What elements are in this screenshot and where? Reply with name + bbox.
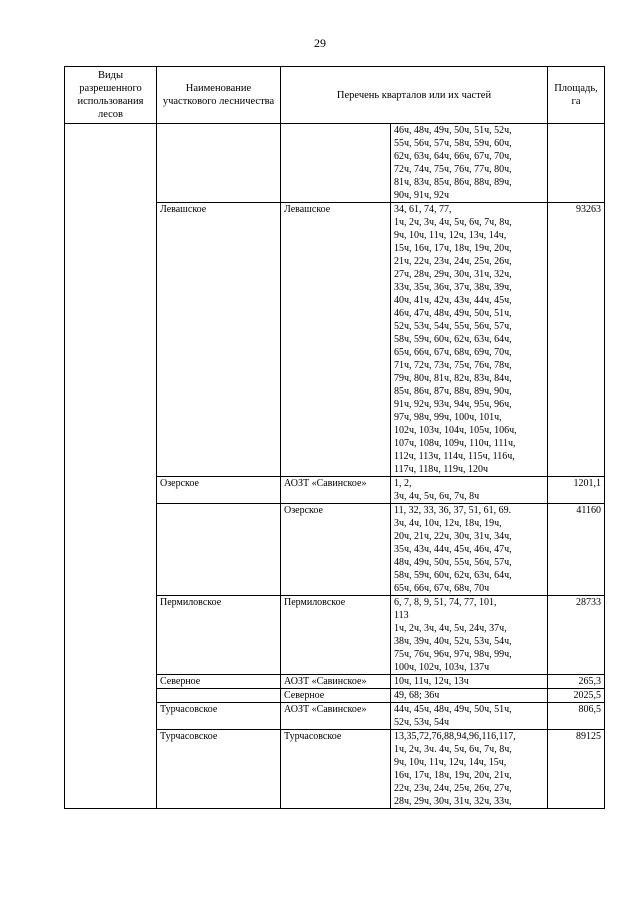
quarters-line: 112ч, 113ч, 114ч, 115ч, 116ч, xyxy=(394,451,515,462)
quarters-line: 91ч, 92ч, 93ч, 94ч, 95ч, 96ч, xyxy=(394,399,512,410)
district-cell: Левашское xyxy=(281,203,391,477)
quarters-line: 113 xyxy=(394,610,409,621)
quarters-line: 97ч, 98ч, 99ч, 100ч, 101ч, xyxy=(394,412,502,423)
quarters-line: 22ч, 23ч, 24ч, 25ч, 26ч, 27ч, xyxy=(394,783,512,794)
quarters-line: 33ч, 35ч, 36ч, 37ч, 38ч, 39ч, xyxy=(394,282,512,293)
quarters-line: 34, 61, 74, 77, xyxy=(394,204,452,215)
quarters-cell xyxy=(391,504,548,596)
quarters-line: 3ч, 4ч, 5ч, 6ч, 7ч, 8ч xyxy=(394,491,480,502)
quarters-line: 81ч, 83ч, 85ч, 86ч, 88ч, 89ч, xyxy=(394,177,512,188)
quarters-cell xyxy=(391,703,548,730)
quarters-line: 27ч, 28ч, 29ч, 30ч, 31ч, 32ч, xyxy=(394,269,512,280)
area-cell: 41160 xyxy=(548,504,605,596)
quarters-line: 15ч, 16ч, 17ч, 18ч, 19ч, 20ч, xyxy=(394,243,512,254)
quarters-line: 11, 32, 33, 36, 37, 51, 61, 69. xyxy=(394,505,512,516)
area-cell: 28733 xyxy=(548,596,605,675)
quarters-line: 52ч, 53ч, 54ч xyxy=(394,717,450,728)
forestry-cell: Турчасовское xyxy=(157,730,281,809)
use-type-cell xyxy=(65,124,157,809)
header-forestry-name: Наименование участкового лесничества xyxy=(157,67,281,124)
quarters-line: 35ч, 43ч, 44ч, 45ч, 46ч, 47ч, xyxy=(394,544,512,555)
quarters-cell xyxy=(391,689,548,703)
quarters-line: 44ч, 45ч, 48ч, 49ч, 50ч, 51ч, xyxy=(394,704,512,715)
quarters-line: 79ч, 80ч, 81ч, 82ч, 83ч, 84ч, xyxy=(394,373,512,384)
quarters-line: 75ч, 76ч, 96ч, 97ч, 98ч, 99ч, xyxy=(394,649,512,660)
table-body xyxy=(65,124,605,809)
quarters-line: 100ч, 102ч, 103ч, 137ч xyxy=(394,662,490,673)
quarters-cell xyxy=(391,596,548,675)
header-use-type: Виды разрешенного использования лесов xyxy=(65,67,157,124)
forestry-cell: Озерское xyxy=(157,477,281,504)
quarters-line: 72ч, 74ч, 75ч, 76ч, 77ч, 80ч, xyxy=(394,164,512,175)
quarters-line: 10ч, 11ч, 12ч, 13ч xyxy=(394,676,469,687)
quarters-line: 1ч, 2ч, 3ч, 4ч, 5ч, 6ч, 7ч, 8ч, xyxy=(394,217,512,228)
header-quarters-list: Перечень кварталов или их частей xyxy=(281,67,548,124)
district-cell xyxy=(281,124,391,203)
quarters-line: 6, 7, 8, 9, 51, 74, 77, 101, xyxy=(394,597,497,608)
quarters-line: 40ч, 41ч, 42ч, 43ч, 44ч, 45ч, xyxy=(394,295,512,306)
area-cell: 93263 xyxy=(548,203,605,477)
district-cell: АОЗТ «Савинское» xyxy=(281,477,391,504)
forestry-cell xyxy=(157,689,281,703)
area-cell: 2025,5 xyxy=(548,689,605,703)
quarters-cell xyxy=(391,730,548,809)
quarters-line: 49, 68; 36ч xyxy=(394,690,440,701)
quarters-line: 20ч, 21ч, 22ч, 30ч, 31ч, 34ч, xyxy=(394,531,512,542)
quarters-line: 107ч, 108ч, 109ч, 110ч, 111ч, xyxy=(394,438,516,449)
quarters-line: 46ч, 48ч, 49ч, 50ч, 51ч, 52ч, xyxy=(394,125,512,136)
quarters-line: 55ч, 56ч, 57ч, 58ч, 59ч, 60ч, xyxy=(394,138,512,149)
district-cell: Турчасовское xyxy=(281,730,391,809)
district-cell: Северное xyxy=(281,689,391,703)
quarters-line: 1ч, 2ч, 3ч. 4ч, 5ч, 6ч, 7ч, 8ч, xyxy=(394,744,512,755)
quarters-cell xyxy=(391,203,548,477)
quarters-line: 52ч, 53ч, 54ч, 55ч, 56ч, 57ч, xyxy=(394,321,512,332)
quarters-line: 13,35,72,76,88,94,96,116,117, xyxy=(394,731,516,742)
district-cell: АОЗТ «Савинское» xyxy=(281,703,391,730)
quarters-line: 62ч, 63ч, 64ч, 66ч, 67ч, 70ч, xyxy=(394,151,512,162)
quarters-line: 9ч, 10ч, 11ч, 12ч, 13ч, 14ч, xyxy=(394,230,507,241)
area-cell xyxy=(548,124,605,203)
quarters-line: 102ч, 103ч, 104ч, 105ч, 106ч, xyxy=(394,425,517,436)
quarters-line: 65ч, 66ч, 67ч, 68ч, 70ч xyxy=(394,583,490,594)
quarters-cell xyxy=(391,477,548,504)
quarters-line: 3ч, 4ч, 10ч, 12ч, 18ч, 19ч, xyxy=(394,518,502,529)
quarters-line: 90ч, 91ч, 92ч xyxy=(394,190,450,201)
area-cell: 265,3 xyxy=(548,675,605,689)
forestry-cell xyxy=(157,504,281,596)
forestry-cell: Пермиловское xyxy=(157,596,281,675)
quarters-line: 9ч, 10ч, 11ч, 12ч, 14ч, 15ч, xyxy=(394,757,507,768)
header-area: Площадь, га xyxy=(548,67,605,124)
table-row xyxy=(65,124,605,203)
forestry-cell xyxy=(157,124,281,203)
quarters-line: 21ч, 22ч, 23ч, 24ч, 25ч, 26ч, xyxy=(394,256,512,267)
quarters-line: 58ч, 59ч, 60ч, 62ч, 63ч, 64ч, xyxy=(394,570,512,581)
area-cell: 806,5 xyxy=(548,703,605,730)
forestry-cell: Левашское xyxy=(157,203,281,477)
area-cell: 89125 xyxy=(548,730,605,809)
quarters-line: 117ч, 118ч, 119ч, 120ч xyxy=(394,464,489,475)
quarters-line: 1, 2, xyxy=(394,478,412,489)
quarters-line: 71ч, 72ч, 73ч, 75ч, 76ч, 78ч, xyxy=(394,360,512,371)
page-number: 29 xyxy=(314,36,326,50)
quarters-cell xyxy=(391,675,548,689)
quarters-line: 1ч, 2ч, 3ч, 4ч, 5ч, 24ч, 37ч, xyxy=(394,623,507,634)
area-cell: 1201,1 xyxy=(548,477,605,504)
district-cell: Пермиловское xyxy=(281,596,391,675)
district-cell: Озерское xyxy=(281,504,391,596)
quarters-line: 16ч, 17ч, 18ч, 19ч, 20ч, 21ч, xyxy=(394,770,512,781)
forestry-cell: Турчасовское xyxy=(157,703,281,730)
quarters-line: 46ч, 47ч, 48ч, 49ч, 50ч, 51ч, xyxy=(394,308,512,319)
quarters-line: 58ч, 59ч, 60ч, 62ч, 63ч, 64ч, xyxy=(394,334,512,345)
table-header-row xyxy=(65,67,605,124)
forestry-cell: Северное xyxy=(157,675,281,689)
district-cell: АОЗТ «Савинское» xyxy=(281,675,391,689)
quarters-cell xyxy=(391,124,548,203)
quarters-line: 48ч, 49ч, 50ч, 55ч, 56ч, 57ч, xyxy=(394,557,512,568)
quarters-line: 85ч, 86ч, 87ч, 88ч, 89ч, 90ч, xyxy=(394,386,512,397)
forest-use-table xyxy=(64,66,605,809)
quarters-line: 65ч, 66ч, 67ч, 68ч, 69ч, 70ч, xyxy=(394,347,512,358)
quarters-line: 28ч, 29ч, 30ч, 31ч, 32ч, 33ч, xyxy=(394,796,512,807)
quarters-line: 38ч, 39ч, 40ч, 52ч, 53ч, 54ч, xyxy=(394,636,512,647)
